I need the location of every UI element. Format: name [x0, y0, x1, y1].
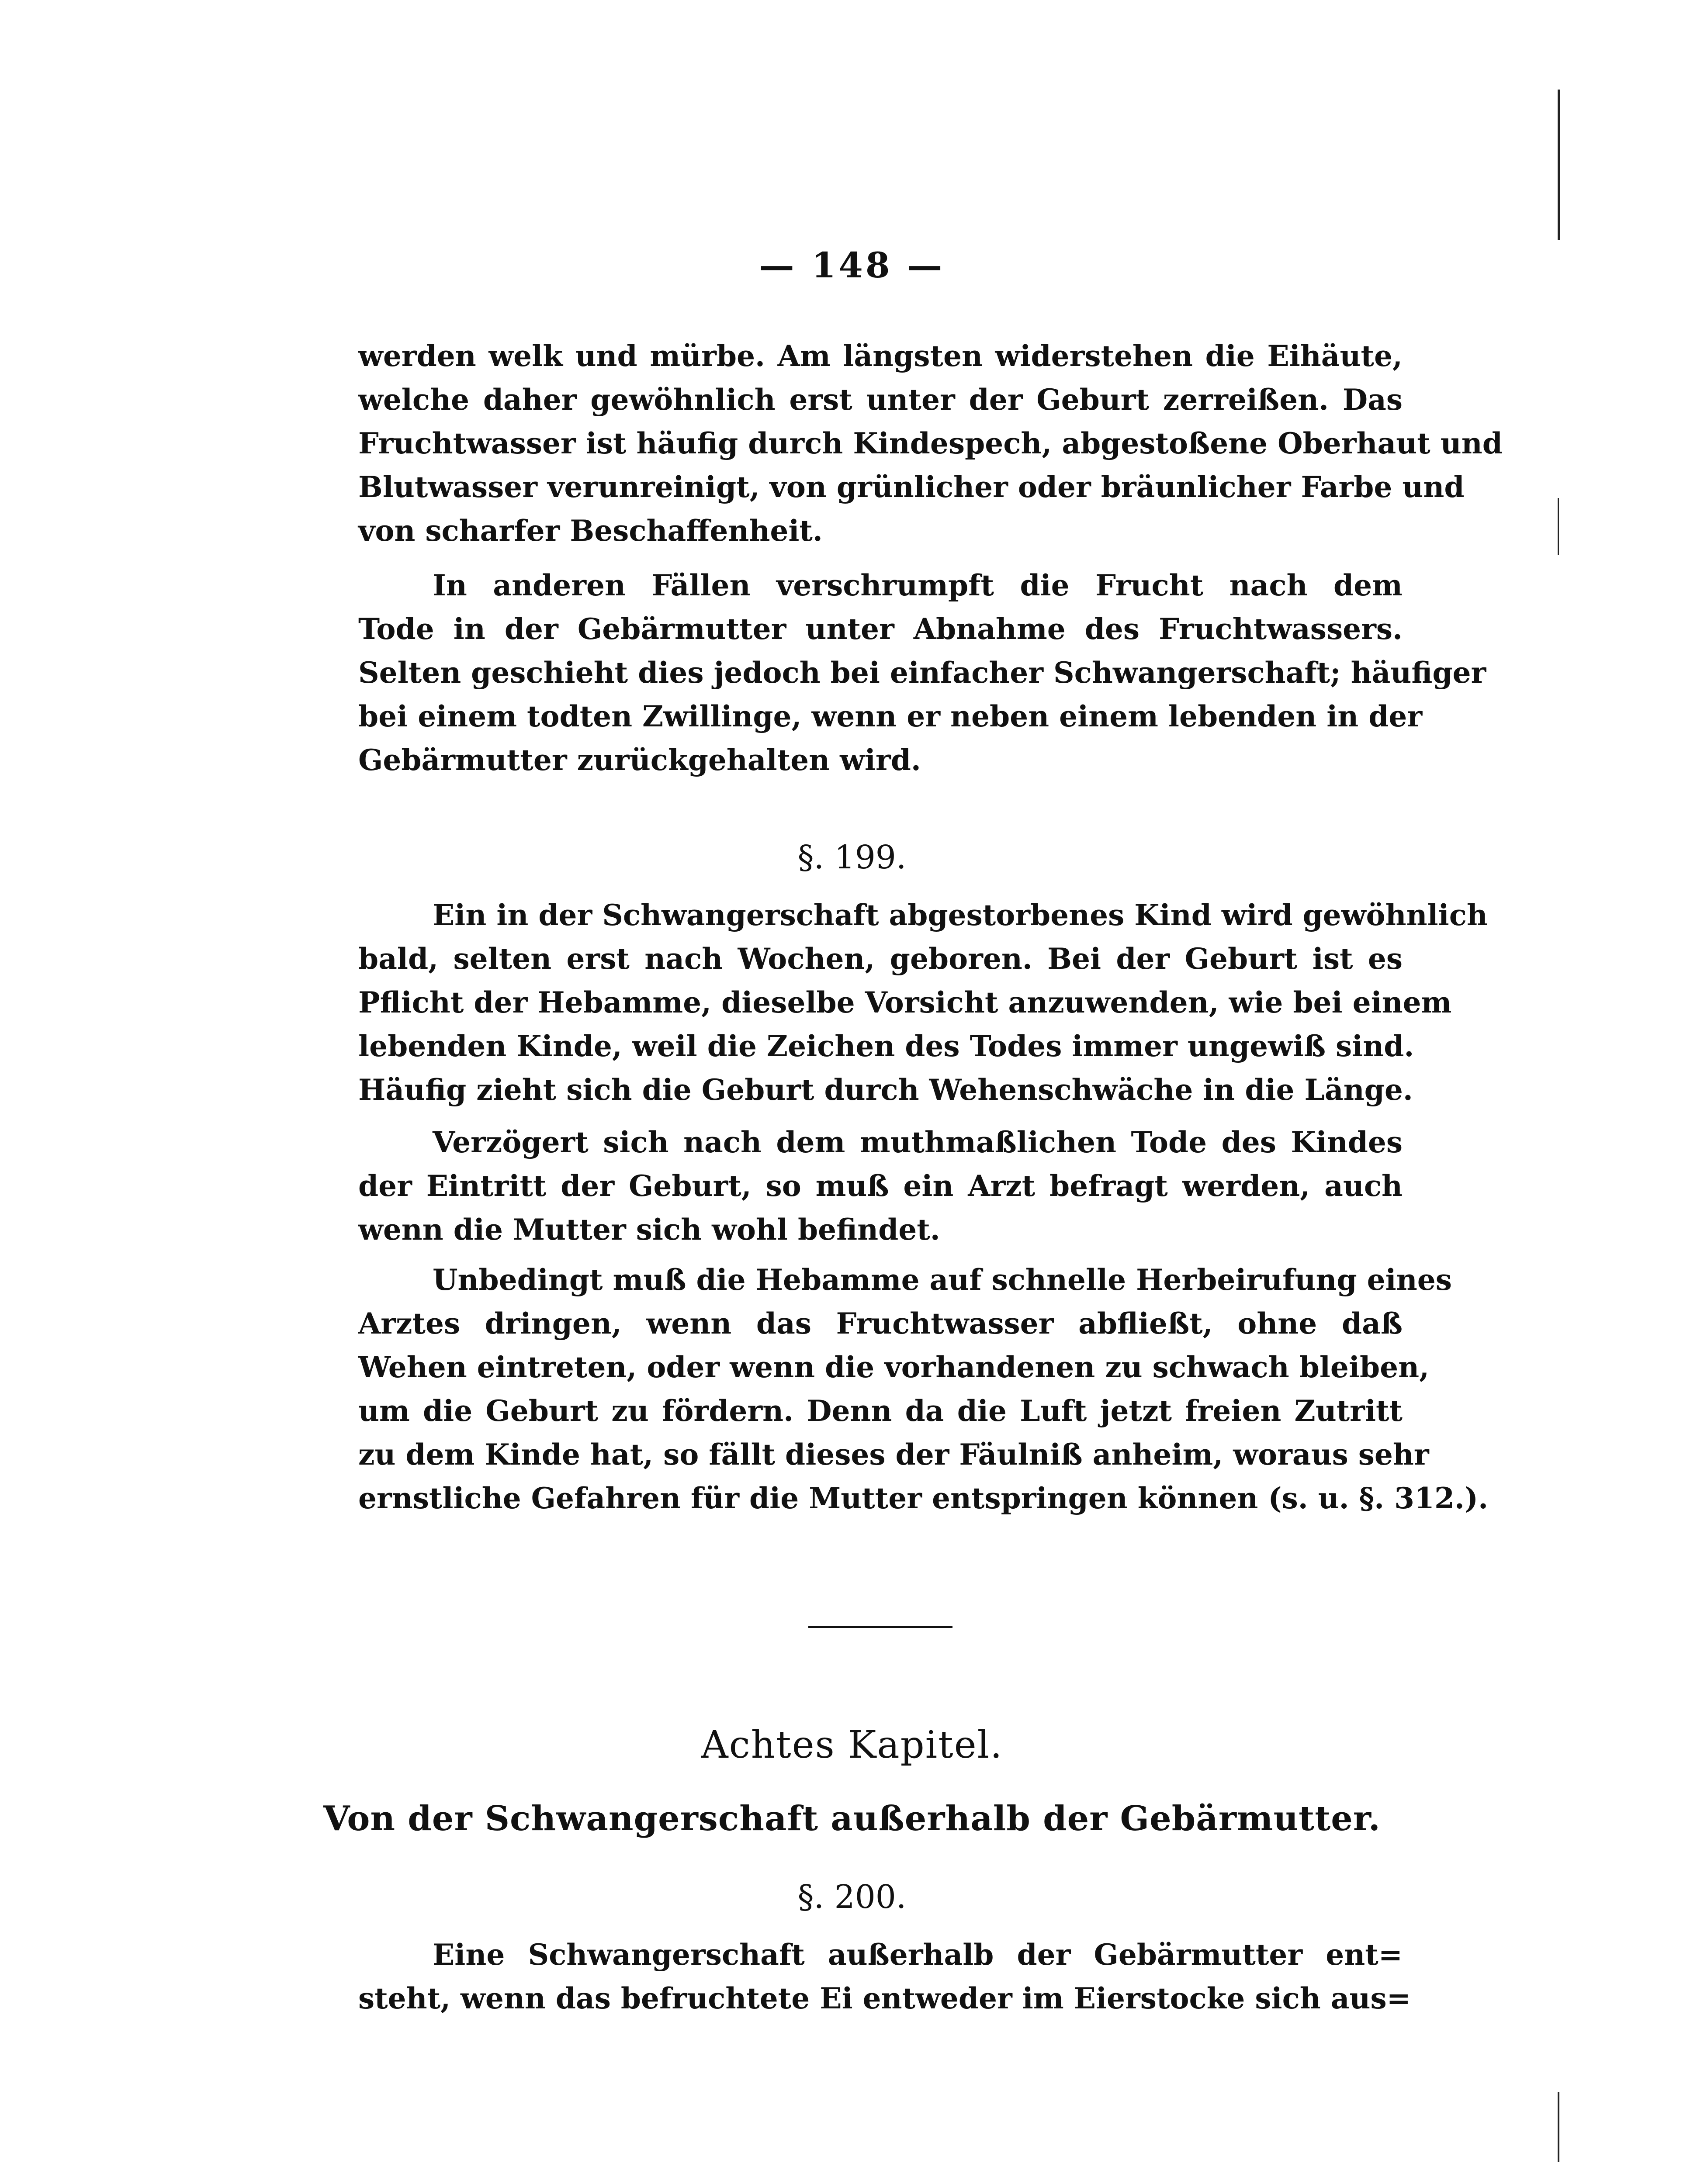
section-heading-200: §. 200. [797, 1878, 907, 1916]
text-line: ernstliche Gefahren für die Mutter entspringen können (s. u. §. 312.). [358, 1481, 1489, 1515]
text-line: welche daher gewöhnlich erst unter der Geburt zerreißen. Das [358, 383, 1403, 417]
text-line: von scharfer Beschaffenheit. [358, 514, 823, 548]
paragraph-verschrumpfung [358, 563, 1486, 782]
text-line: Arztes dringen, wenn das Fruchtwasser abfließt, ohne daß [358, 1306, 1403, 1341]
text-line: lebenden Kinde, weil die Zeichen des Todes immer ungewiß sind. [358, 1029, 1414, 1063]
text-line: Pflicht der Hebamme, dieselbe Vorsicht anzuwenden, wie bei einem [358, 985, 1452, 1019]
text-line: Tode in der Gebärmutter unter Abnahme des Fruchtwassers. [358, 612, 1403, 646]
scan-margin-rule [1558, 90, 1560, 240]
chapter-title: Achtes Kapitel. [701, 1723, 1003, 1767]
scan-margin-rule [1558, 2092, 1559, 2162]
page-number: — 148 — [759, 245, 945, 286]
text-line: Ein in der Schwangerschaft abgestorbenes Kind wird gewöhnlich [433, 898, 1488, 932]
text-line: der Eintritt der Geburt, so muß ein Arzt befragt werden, auch [358, 1169, 1403, 1203]
text-line: In anderen Fällen verschrumpft die Frucht nach dem [433, 568, 1403, 602]
chapter-subtitle: Von der Schwangerschaft außerhalb der Gebärmutter. [323, 1799, 1381, 1838]
text-line: steht, wenn das befruchtete Ei entweder im Eierstocke sich aus= [358, 1981, 1411, 2015]
text-line: Blutwasser verunreinigt, von grünlicher oder bräunlicher Farbe und [358, 470, 1465, 504]
paragraph-200-1 [358, 1933, 1411, 2020]
text-line: Häufig zieht sich die Geburt durch Wehenschwäche in die Länge. [358, 1073, 1413, 1107]
text-line: Wehen eintreten, oder wenn die vorhandenen zu schwach bleiben, [358, 1350, 1430, 1384]
text-line: um die Geburt zu fördern. Denn da die Luft jetzt freien Zutritt [358, 1394, 1403, 1428]
text-line: Gebärmutter zurückgehalten wird. [358, 743, 921, 777]
paragraph-continuation [358, 334, 1503, 553]
text-line: Unbedingt muß die Hebamme auf schnelle Herbeirufung eines [433, 1263, 1452, 1297]
chapter-divider [808, 1626, 952, 1628]
text-line: bald, selten erst nach Wochen, geboren. Bei der Geburt ist es [358, 942, 1403, 976]
scan-margin-rule [1558, 498, 1559, 555]
text-line: Verzögert sich nach dem muthmaßlichen Tode des Kindes [433, 1125, 1403, 1159]
text-line: werden welk und mürbe. Am längsten widerstehen die Eihäute, [358, 339, 1403, 373]
text-line: Selten geschieht dies jedoch bei einfacher Schwangerschaft; häufiger [358, 656, 1486, 690]
text-line: Eine Schwangerschaft außerhalb der Gebärmutter ent= [433, 1938, 1403, 1972]
section-heading-199: §. 199. [797, 839, 907, 876]
text-line: zu dem Kinde hat, so fällt dieses der Fäulniß anheim, woraus sehr [358, 1438, 1429, 1472]
paragraph-199-2 [358, 1120, 1403, 1251]
paragraph-199-1 [358, 893, 1488, 1112]
text-line: bei einem todten Zwillinge, wenn er neben einem lebenden in der [358, 699, 1423, 733]
text-line: Fruchtwasser ist häufig durch Kindespech, abgestoßene Oberhaut und [358, 426, 1503, 460]
text-line: wenn die Mutter sich wohl befindet. [358, 1213, 940, 1247]
paragraph-199-3 [358, 1258, 1489, 1520]
